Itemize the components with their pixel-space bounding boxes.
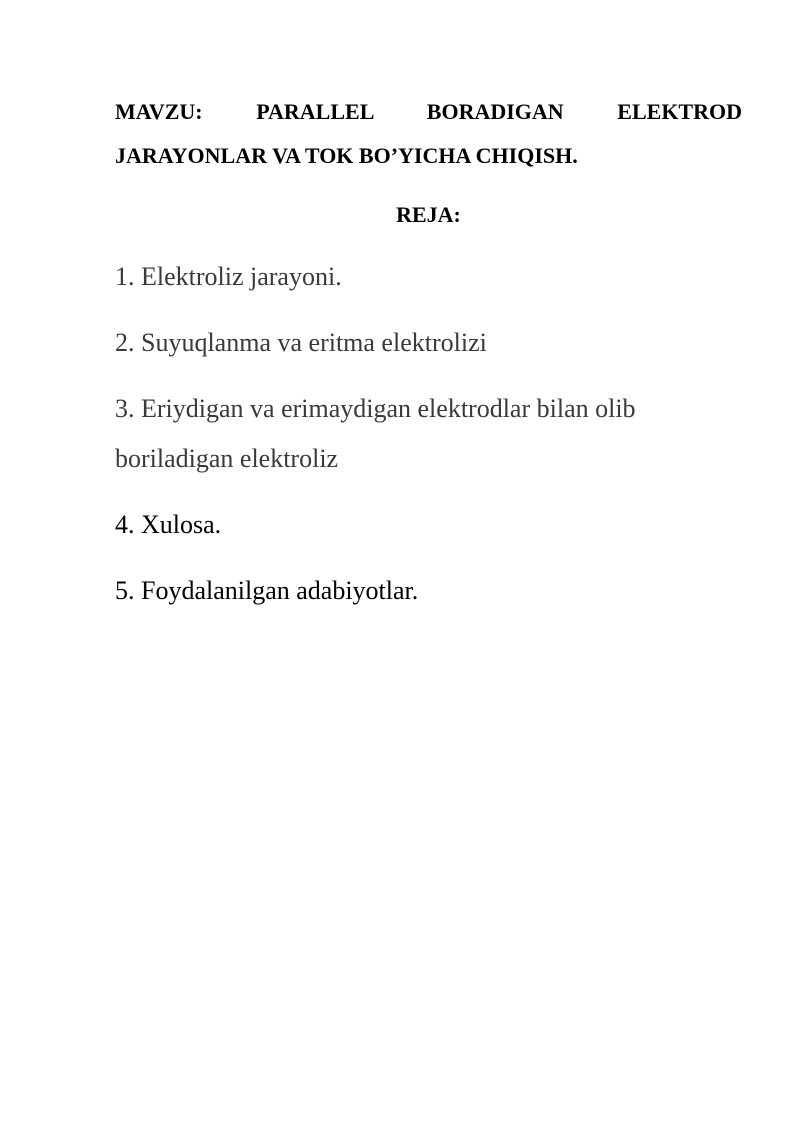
- plan-item-3: 3. Eriydigan va erimaydigan elektrodlar bilan olib boriladigan elektroliz: [115, 394, 636, 473]
- plan-list: [115, 252, 742, 616]
- plan-item-1: 1. Elektroliz jarayoni.: [115, 262, 342, 291]
- plan-item-2: 2. Suyuqlanma va eritma elektrolizi: [115, 328, 487, 357]
- title-line-1: MAVZU: PARALLEL BORADIGAN ELEKTROD: [115, 99, 742, 124]
- plan-item-5: 5. Foydalanilgan adabiyotlar.: [115, 576, 419, 605]
- plan-item-4: 4. Xulosa.: [115, 510, 222, 539]
- title-line-2: JARAYONLAR VA TOK BO’YICHA CHIQISH.: [115, 143, 578, 168]
- plan-heading: REJA:: [396, 202, 461, 227]
- document-page: [115, 90, 742, 632]
- document-title: [115, 90, 742, 178]
